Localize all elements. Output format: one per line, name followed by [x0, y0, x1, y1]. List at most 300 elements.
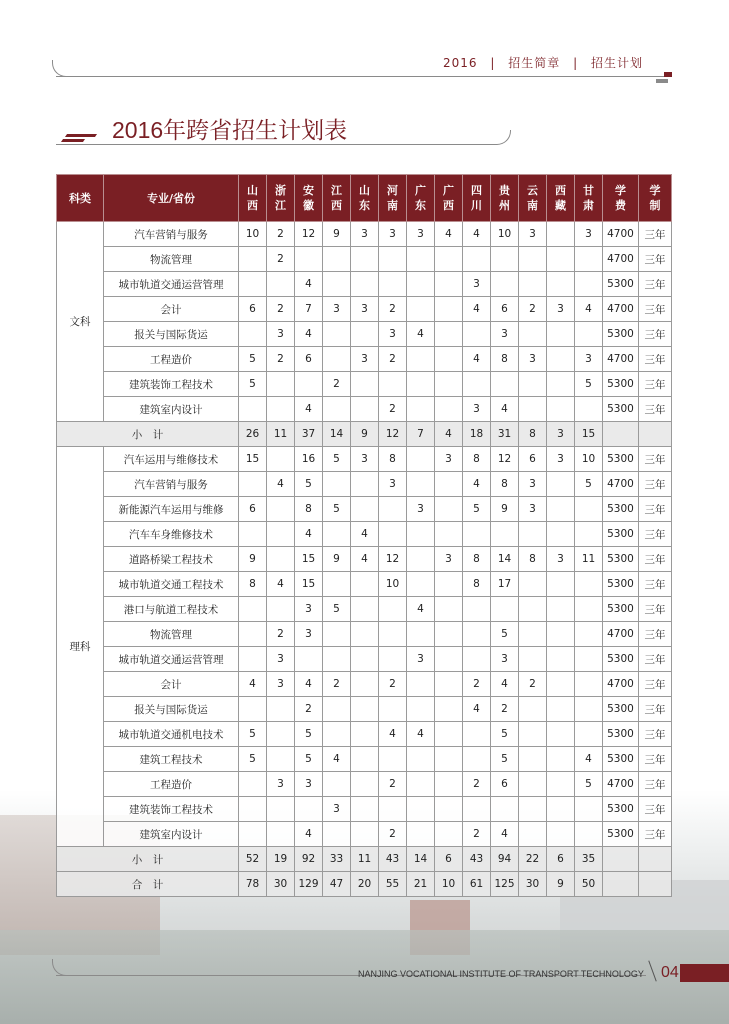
quota-cell: 3	[351, 447, 379, 472]
header-grey-mark	[656, 79, 668, 83]
quota-cell	[323, 522, 351, 547]
fee-cell: 5300	[603, 497, 639, 522]
quota-cell	[295, 647, 323, 672]
quota-cell	[519, 697, 547, 722]
duration-cell: 三年	[639, 597, 672, 622]
quota-cell: 2	[379, 772, 407, 797]
quota-cell	[239, 247, 267, 272]
duration-cell: 三年	[639, 247, 672, 272]
quota-cell	[407, 397, 435, 422]
quota-cell: 6	[519, 447, 547, 472]
fee-cell: 5300	[603, 272, 639, 297]
total-cell: 129	[295, 872, 323, 897]
quota-cell	[351, 672, 379, 697]
quota-cell: 5	[239, 347, 267, 372]
quota-cell	[351, 472, 379, 497]
quota-cell	[379, 497, 407, 522]
quota-cell	[323, 722, 351, 747]
table-row	[57, 722, 672, 747]
quota-cell	[267, 397, 295, 422]
fee-cell: 5300	[603, 647, 639, 672]
quota-cell: 3	[407, 647, 435, 672]
quota-cell	[435, 497, 463, 522]
quota-cell	[463, 747, 491, 772]
quota-cell: 2	[379, 297, 407, 322]
total-cell: 30	[519, 872, 547, 897]
title-decoration	[62, 134, 96, 142]
quota-cell: 8	[463, 447, 491, 472]
header-province: 河 南	[379, 175, 407, 222]
quota-cell: 3	[519, 497, 547, 522]
quota-cell	[351, 622, 379, 647]
quota-cell: 3	[267, 647, 295, 672]
quota-cell	[491, 247, 519, 272]
quota-cell: 17	[491, 572, 519, 597]
quota-cell	[239, 522, 267, 547]
duration-cell: 三年	[639, 747, 672, 772]
header-fee: 学 费	[603, 175, 639, 222]
quota-cell	[519, 822, 547, 847]
quota-cell	[435, 597, 463, 622]
quota-cell: 3	[519, 347, 547, 372]
total-cell: 78	[239, 872, 267, 897]
quota-cell: 3	[435, 447, 463, 472]
duration-cell: 三年	[639, 622, 672, 647]
quota-cell: 3	[547, 297, 575, 322]
quota-cell	[323, 247, 351, 272]
subtotal-cell: 11	[267, 422, 295, 447]
fee-cell: 4700	[603, 247, 639, 272]
subtotal-cell: 33	[323, 847, 351, 872]
quota-cell: 2	[379, 672, 407, 697]
quota-cell	[463, 522, 491, 547]
quota-cell	[239, 397, 267, 422]
quota-cell	[351, 397, 379, 422]
quota-cell	[463, 597, 491, 622]
quota-cell	[407, 447, 435, 472]
quota-cell: 6	[239, 497, 267, 522]
duration-cell: 三年	[639, 347, 672, 372]
page-number: 04	[661, 964, 679, 981]
quota-cell	[407, 672, 435, 697]
quota-cell	[407, 472, 435, 497]
quota-cell	[547, 347, 575, 372]
total-cell: 61	[463, 872, 491, 897]
quota-cell	[547, 322, 575, 347]
category-cell: 文科	[57, 222, 104, 422]
duration-cell: 三年	[639, 697, 672, 722]
quota-cell	[519, 572, 547, 597]
major-cell: 建筑装饰工程技术	[104, 797, 239, 822]
major-cell: 建筑装饰工程技术	[104, 372, 239, 397]
subtotal-cell: 92	[295, 847, 323, 872]
total-cell: 21	[407, 872, 435, 897]
table-row	[57, 772, 672, 797]
quota-cell: 3	[351, 222, 379, 247]
quota-cell	[379, 747, 407, 772]
quota-cell	[435, 822, 463, 847]
quota-cell	[267, 722, 295, 747]
quota-cell	[351, 647, 379, 672]
quota-cell	[435, 297, 463, 322]
duration-cell: 三年	[639, 272, 672, 297]
quota-cell: 4	[323, 747, 351, 772]
quota-cell: 4	[463, 697, 491, 722]
quota-cell: 5	[239, 747, 267, 772]
quota-cell	[547, 747, 575, 772]
quota-cell	[407, 547, 435, 572]
quota-cell: 5	[295, 722, 323, 747]
quota-cell	[547, 397, 575, 422]
quota-cell: 4	[463, 472, 491, 497]
quota-cell	[575, 572, 603, 597]
quota-cell	[547, 247, 575, 272]
table-row	[57, 597, 672, 622]
quota-cell	[323, 772, 351, 797]
quota-cell	[435, 697, 463, 722]
table-row	[57, 497, 672, 522]
quota-cell: 15	[239, 447, 267, 472]
quota-cell	[267, 497, 295, 522]
footer-institution: NANJING VOCATIONAL INSTITUTE OF TRANSPORT TECHNOLOGY	[358, 969, 644, 979]
quota-cell: 2	[323, 372, 351, 397]
quota-cell	[267, 822, 295, 847]
quota-cell	[575, 722, 603, 747]
quota-cell: 2	[519, 672, 547, 697]
subtotal-cell: 31	[491, 422, 519, 447]
quota-cell	[547, 622, 575, 647]
header-province: 四 川	[463, 175, 491, 222]
quota-cell: 3	[463, 272, 491, 297]
quota-cell	[575, 647, 603, 672]
quota-cell: 5	[323, 447, 351, 472]
quota-cell	[323, 397, 351, 422]
total-cell: 47	[323, 872, 351, 897]
quota-cell	[323, 272, 351, 297]
table-row	[57, 522, 672, 547]
quota-cell	[323, 697, 351, 722]
table-row	[57, 572, 672, 597]
quota-cell	[435, 522, 463, 547]
quota-cell	[547, 372, 575, 397]
quota-cell: 5	[491, 622, 519, 647]
table-row	[57, 647, 672, 672]
fee-cell: 5300	[603, 697, 639, 722]
table-row	[57, 797, 672, 822]
quota-cell	[351, 372, 379, 397]
quota-cell	[519, 722, 547, 747]
quota-cell: 10	[379, 572, 407, 597]
header-separator: |	[490, 56, 496, 70]
duration-cell: 三年	[639, 772, 672, 797]
fee-cell: 5300	[603, 747, 639, 772]
table-row	[57, 222, 672, 247]
subtotal-cell: 6	[435, 847, 463, 872]
quota-cell: 4	[491, 672, 519, 697]
subtotal-cell: 3	[547, 422, 575, 447]
quota-cell	[547, 647, 575, 672]
quota-cell: 5	[491, 722, 519, 747]
quota-cell	[435, 272, 463, 297]
subtotal-cell: 14	[407, 847, 435, 872]
quota-cell	[379, 247, 407, 272]
quota-cell	[435, 572, 463, 597]
quota-cell: 3	[491, 322, 519, 347]
quota-cell: 5	[323, 597, 351, 622]
header-province: 广 西	[435, 175, 463, 222]
total-cell: 20	[351, 872, 379, 897]
duration-cell: 三年	[639, 222, 672, 247]
quota-cell	[379, 622, 407, 647]
quota-cell: 16	[295, 447, 323, 472]
quota-cell	[267, 522, 295, 547]
quota-cell: 3	[407, 222, 435, 247]
quota-cell: 4	[295, 822, 323, 847]
quota-cell	[519, 272, 547, 297]
total-row	[57, 872, 672, 897]
quota-cell	[519, 797, 547, 822]
table-header-row	[57, 175, 672, 222]
quota-cell: 4	[267, 572, 295, 597]
quota-cell: 2	[463, 672, 491, 697]
quota-cell	[351, 322, 379, 347]
quota-cell	[435, 622, 463, 647]
quota-cell: 9	[323, 547, 351, 572]
quota-cell	[547, 522, 575, 547]
quota-cell: 15	[295, 547, 323, 572]
quota-cell: 8	[295, 497, 323, 522]
fee-cell: 5300	[603, 822, 639, 847]
quota-cell	[491, 597, 519, 622]
quota-cell	[435, 797, 463, 822]
subtotal-cell: 18	[463, 422, 491, 447]
quota-cell	[323, 822, 351, 847]
title-underline-curve	[496, 130, 511, 145]
duration-cell: 三年	[639, 297, 672, 322]
quota-cell	[379, 522, 407, 547]
quota-cell	[267, 372, 295, 397]
major-cell: 城市轨道交通机电技术	[104, 722, 239, 747]
quota-cell: 2	[295, 697, 323, 722]
table-row	[57, 322, 672, 347]
quota-cell	[239, 472, 267, 497]
quota-cell: 14	[491, 547, 519, 572]
quota-cell	[575, 672, 603, 697]
quota-cell	[491, 372, 519, 397]
quota-cell: 4	[575, 747, 603, 772]
quota-cell	[351, 597, 379, 622]
quota-cell	[379, 372, 407, 397]
quota-cell	[435, 397, 463, 422]
quota-cell	[267, 747, 295, 772]
table-row	[57, 822, 672, 847]
quota-cell: 4	[463, 347, 491, 372]
quota-cell: 3	[463, 397, 491, 422]
quota-cell: 3	[351, 347, 379, 372]
quota-cell	[463, 647, 491, 672]
major-cell: 会计	[104, 297, 239, 322]
quota-cell	[267, 797, 295, 822]
subtotal-row	[57, 847, 672, 872]
quota-cell	[491, 522, 519, 547]
page-title: 2016年跨省招生计划表	[112, 117, 348, 143]
quota-cell: 4	[575, 297, 603, 322]
major-cell: 报关与国际货运	[104, 322, 239, 347]
quota-cell: 3	[351, 297, 379, 322]
header-province: 贵 州	[491, 175, 519, 222]
quota-cell	[519, 772, 547, 797]
quota-cell	[267, 272, 295, 297]
quota-cell	[547, 597, 575, 622]
quota-cell	[239, 797, 267, 822]
quota-cell: 9	[323, 222, 351, 247]
quota-cell: 3	[575, 347, 603, 372]
quota-cell: 2	[463, 772, 491, 797]
quota-cell	[575, 797, 603, 822]
total-cell: 55	[379, 872, 407, 897]
quota-cell	[547, 497, 575, 522]
table-row	[57, 697, 672, 722]
subtotal-cell: 4	[435, 422, 463, 447]
quota-cell: 2	[379, 822, 407, 847]
quota-cell	[435, 647, 463, 672]
fee-cell: 4700	[603, 772, 639, 797]
quota-cell	[463, 722, 491, 747]
quota-cell	[407, 272, 435, 297]
major-cell: 工程造价	[104, 347, 239, 372]
empty-cell	[603, 872, 639, 897]
duration-cell: 三年	[639, 497, 672, 522]
quota-cell	[267, 697, 295, 722]
major-cell: 建筑工程技术	[104, 747, 239, 772]
quota-cell: 2	[267, 297, 295, 322]
subtotal-cell: 14	[323, 422, 351, 447]
major-cell: 汽车运用与维修技术	[104, 447, 239, 472]
quota-cell	[351, 722, 379, 747]
quota-cell	[463, 372, 491, 397]
quota-cell: 10	[491, 222, 519, 247]
quota-cell	[239, 822, 267, 847]
quota-cell	[519, 597, 547, 622]
quota-cell	[575, 497, 603, 522]
quota-cell: 8	[463, 572, 491, 597]
quota-cell: 11	[575, 547, 603, 572]
quota-cell: 4	[435, 222, 463, 247]
quota-cell	[463, 247, 491, 272]
quota-cell: 3	[379, 472, 407, 497]
total-cell: 10	[435, 872, 463, 897]
subtotal-cell: 15	[575, 422, 603, 447]
major-cell: 建筑室内设计	[104, 822, 239, 847]
quota-cell: 5	[295, 472, 323, 497]
quota-cell: 4	[239, 672, 267, 697]
major-cell: 汽车营销与服务	[104, 222, 239, 247]
quota-cell	[351, 247, 379, 272]
quota-cell	[295, 247, 323, 272]
quota-cell	[267, 547, 295, 572]
quota-cell: 4	[463, 297, 491, 322]
quota-cell	[575, 822, 603, 847]
quota-cell	[463, 322, 491, 347]
major-cell: 建筑室内设计	[104, 397, 239, 422]
quota-cell	[295, 797, 323, 822]
quota-cell	[323, 622, 351, 647]
quota-cell: 3	[519, 222, 547, 247]
quota-cell: 4	[491, 822, 519, 847]
quota-cell: 5	[239, 722, 267, 747]
quota-cell: 3	[323, 297, 351, 322]
major-cell: 会计	[104, 672, 239, 697]
running-header	[443, 54, 643, 71]
quota-cell: 3	[267, 672, 295, 697]
major-cell: 城市轨道交通运营管理	[104, 272, 239, 297]
major-cell: 物流管理	[104, 622, 239, 647]
quota-cell: 8	[491, 472, 519, 497]
quota-cell: 2	[519, 297, 547, 322]
table-row	[57, 372, 672, 397]
total-cell: 125	[491, 872, 519, 897]
quota-cell	[435, 472, 463, 497]
quota-cell	[435, 772, 463, 797]
quota-cell: 9	[491, 497, 519, 522]
quota-cell	[379, 697, 407, 722]
quota-cell: 4	[295, 397, 323, 422]
fee-cell: 5300	[603, 522, 639, 547]
quota-cell	[379, 647, 407, 672]
quota-cell: 6	[295, 347, 323, 372]
table-row	[57, 247, 672, 272]
table-row	[57, 747, 672, 772]
duration-cell: 三年	[639, 372, 672, 397]
header-separator: |	[573, 56, 579, 70]
quota-cell	[351, 747, 379, 772]
quota-cell: 3	[295, 597, 323, 622]
quota-cell: 12	[379, 547, 407, 572]
fee-cell: 5300	[603, 572, 639, 597]
subtotal-cell: 37	[295, 422, 323, 447]
quota-cell: 10	[575, 447, 603, 472]
quota-cell	[407, 572, 435, 597]
quota-cell: 8	[463, 547, 491, 572]
table-row	[57, 397, 672, 422]
quota-cell: 2	[379, 347, 407, 372]
duration-cell: 三年	[639, 797, 672, 822]
total-label: 合 计	[57, 872, 239, 897]
quota-cell: 4	[379, 722, 407, 747]
duration-cell: 三年	[639, 397, 672, 422]
header-divider	[56, 76, 671, 77]
quota-cell	[407, 747, 435, 772]
quota-cell: 5	[239, 372, 267, 397]
quota-cell: 2	[379, 397, 407, 422]
quota-cell	[435, 722, 463, 747]
quota-cell: 12	[491, 447, 519, 472]
title-underline	[56, 144, 496, 145]
quota-cell: 2	[267, 247, 295, 272]
quota-cell	[435, 247, 463, 272]
subtotal-cell: 7	[407, 422, 435, 447]
fee-cell: 5300	[603, 397, 639, 422]
quota-cell	[547, 472, 575, 497]
fee-cell: 5300	[603, 722, 639, 747]
header-province: 云 南	[519, 175, 547, 222]
quota-cell: 4	[267, 472, 295, 497]
quota-cell: 8	[379, 447, 407, 472]
quota-cell: 3	[295, 772, 323, 797]
fee-cell: 5300	[603, 322, 639, 347]
quota-cell: 2	[323, 672, 351, 697]
quota-cell: 8	[519, 547, 547, 572]
